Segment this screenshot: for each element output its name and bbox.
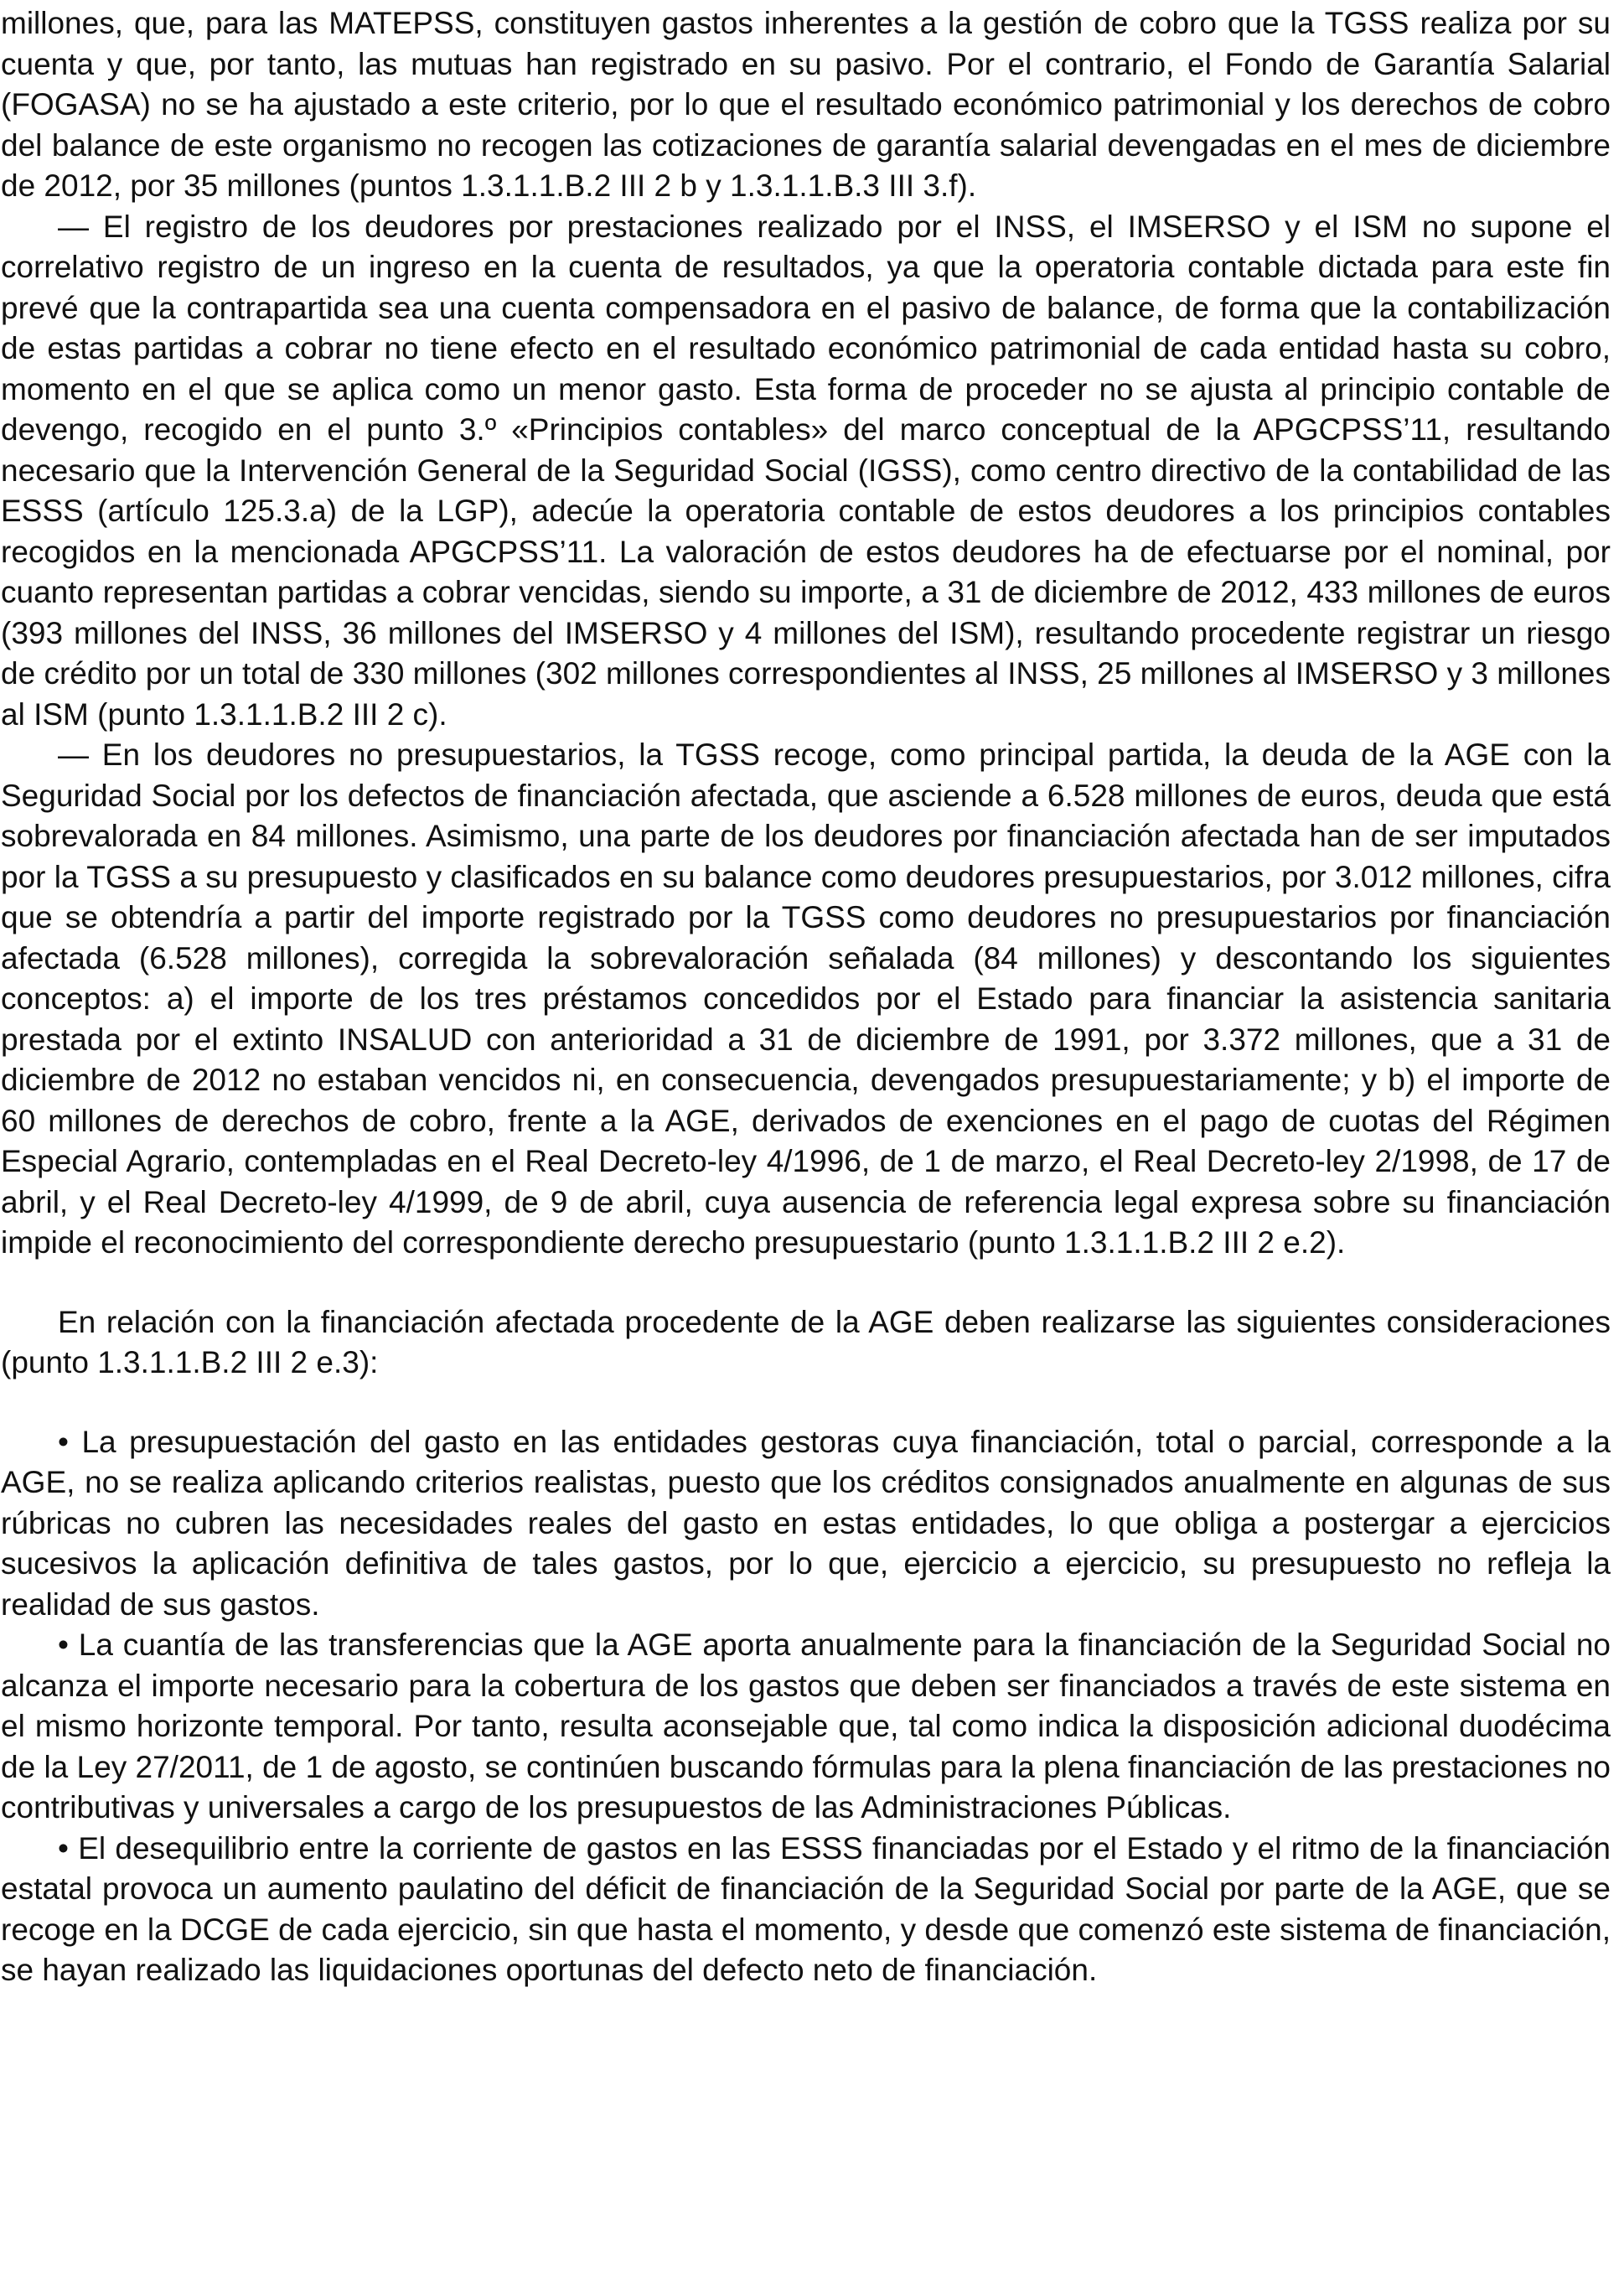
paragraph-fogasa-criterio: millones, que, para las MATEPSS, constituyen gastos inherentes a la gestión de cobro que la TGSS realiza por su cuenta y que, por tanto, las mutuas han registrado en su pasivo. Por el contrario, el Fondo de Garantía Salarial (FOGASA) no se ha ajustado a este criterio, por lo que el resultado económico patrimonial y los derechos de cobro del balance de este organismo no recogen las cotizaciones de garantía salarial devengadas en el mes de diciembre de 2012, por 35 millones (puntos 1.3.1.1.B.2 III 2 b y 1.3.1.1.B.3 III 3.f).	[1, 6, 1611, 203]
paragraph-deudores-no-presupuestarios: — En los deudores no presupuestarios, la TGSS recoge, como principal partida, la deuda de la AGE con la Seguridad Social por los defectos de financiación afectada, que asciende a 6.528 millones de euros, deuda que está sobrevalorada en 84 millones. Asimismo, una parte de los deudores por financiación afectada han de ser imputados por la TGSS a su presupuesto y clasificados en su balance como deudores presupuestarios, por 3.012 millones, cifra que se obtendría a partir del importe registrado por la TGSS como deudores no presupuestarios por financiación afectada (6.528 millones), corregida la sobrevaloración señalada (84 millones) y descontando los siguientes conceptos: a) el importe de los tres préstamos concedidos por el Estado para financiar la asistencia sanitaria prestada por el extinto INSALUD con anterioridad a 31 de diciembre de 1991, por 3.372 millones, que a 31 de diciembre de 2012 no estaban vencidos ni, en consecuencia, devengados presupuestariamente; y b) el importe de 60 millones de derechos de cobro, frente a la AGE, derivados de exenciones en el pago de cuotas del Régimen Especial Agrario, contempladas en el Real Decreto-ley 4/1996, de 1 de marzo, el Real Decreto-ley 2/1998, de 17 de abril, y el Real Decreto-ley 4/1999, de 9 de abril, cuya ausencia de referencia legal expresa sobre su financiación impide el reconocimiento del correspondiente derecho presupuestario (punto 1.3.1.1.B.2 III 2 e.2).	[1, 737, 1611, 1260]
bullet-cuantia-transferencias: • La cuantía de las transferencias que la AGE aporta anualmente para la financiación de la Seguridad Social no alcanza el importe necesario para la cobertura de los gastos que deben ser financiados a través de este sistema en el mismo horizonte temporal. Por tanto, resulta aconsejable que, tal como indica la disposición adicional duodécima de la Ley 27/2011, de 1 de agosto, se continúen buscando fórmulas para la plena financiación de las prestaciones no contributivas y universales a cargo de los presupuestos de las Administraciones Públicas.	[1, 1628, 1611, 1824]
bullet-presupuestacion-gasto: • La presupuestación del gasto en las entidades gestoras cuya financiación, total o parcial, corresponde a la AGE, no se realiza aplicando criterios realistas, puesto que los créditos consignados anualmente en algunas de sus rúbricas no cubren las necesidades reales del gasto en estas entidades, lo que obliga a postergar a ejercicios sucesivos la aplicación definitiva de tales gastos, por lo que, ejercicio a ejercicio, su presupuesto no refleja la realidad de sus gastos.	[1, 1424, 1611, 1622]
paragraph-financiacion-afectada-intro: En relación con la financiación afectada procedente de la AGE deben realizarse las siguientes consideraciones (punto 1.3.1.1.B.2 III 2 e.3):	[1, 1304, 1611, 1379]
paragraph-deudores-prestaciones: — El registro de los deudores por prestaciones realizado por el INSS, el IMSERSO y el ISM no supone el correlativo registro de un ingreso en la cuenta de resultados, ya que la operatoria contable dictada para este fin prevé que la contrapartida sea una cuenta compensadora en el pasivo de balance, de forma que la contabilización de estas partidas a cobrar no tiene efecto en el resultado económico patrimonial de cada entidad hasta su cobro, momento en el que se aplica como un menor gasto. Esta forma de proceder no se ajusta al principio contable de devengo, recogido en el punto 3.º «Principios contables» del marco conceptual de la APGCPSS’11, resultando necesario que la Intervención General de la Seguridad Social (IGSS), como centro directivo de la contabilidad de las ESSS (artículo 125.3.a) de la LGP), adecúe la operatoria contable de estos deudores a los principios contables recogidos en la mencionada APGCPSS’11. La valoración de estos deudores ha de efectuarse por el nominal, por cuanto representan partidas a cobrar vencidas, siendo su importe, a 31 de diciembre de 2012, 433 millones de euros (393 millones del INSS, 36 millones del IMSERSO y 4 millones del ISM), resultando procedente registrar un riesgo de crédito por un total de 330 millones (302 millones correspondientes al INSS, 25 millones al IMSERSO y 3 millones al ISM (punto 1.3.1.1.B.2 III 2 c).	[1, 209, 1611, 732]
bullet-desequilibrio-gastos: • El desequilibrio entre la corriente de gastos en las ESSS financiadas por el Estado y el ritmo de la financiación estatal provoca un aumento paulatino del déficit de financiación de la Seguridad Social por parte de la AGE, que se recoge en la DCGE de cada ejercicio, sin que hasta el momento, y desde que comenzó este sistema de financiación, se hayan realizado las liquidaciones oportunas del defecto neto de financiación.	[1, 1830, 1611, 1987]
